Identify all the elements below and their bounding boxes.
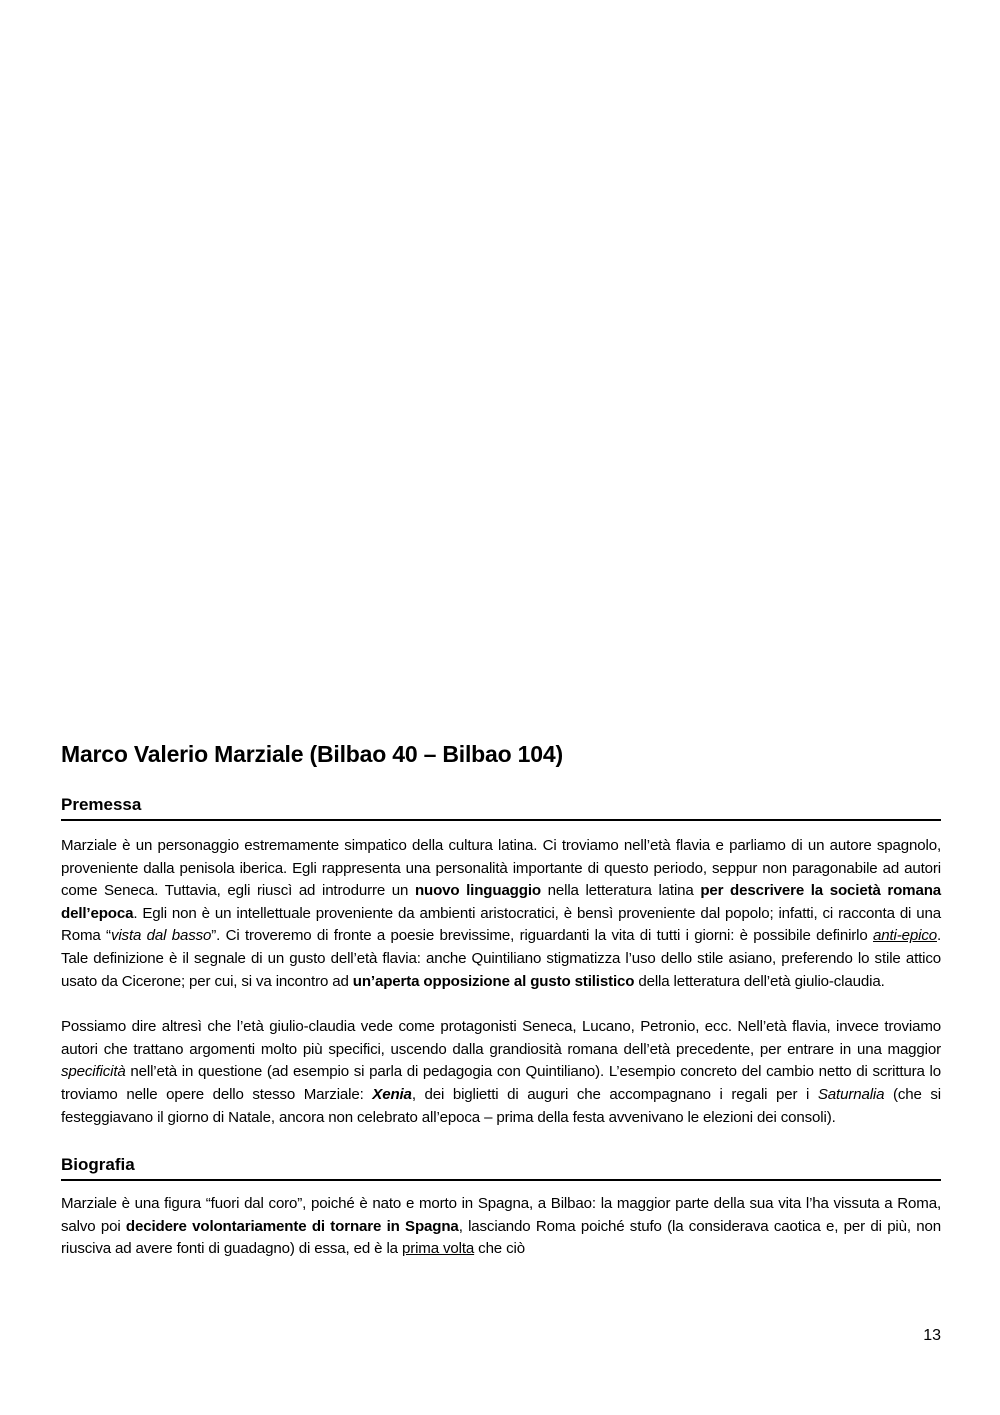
italic-text: Saturnalia [817, 1085, 885, 1103]
premessa-paragraph-1 [61, 835, 941, 993]
bold-text: decidere volontariamente di tornare in Spagna [125, 1217, 459, 1235]
page-number: 13 [923, 1327, 941, 1344]
italic-text: vista dal basso [110, 927, 212, 945]
bold-italic-text: Xenia [372, 1085, 412, 1103]
text-run: . Egli non è un intellettuale proveniente da ambienti aristocratici, è bensì proveniente dal popolo; infatti, ci racconta di una Roma “ [61, 904, 941, 945]
text-run: Marziale è una figura “fuori dal coro”, poiché è nato e morto in Spagna, a Bilbao: la maggior parte della sua vita l’ha vissuta a Roma, salvo poi [61, 1195, 941, 1235]
section-heading-premessa: Premessa [61, 794, 941, 821]
text-run: ”. Ci troveremo di fronte a poesie brevissime, riguardanti la vita di tutti i giorni: è possibile definirlo [211, 927, 874, 945]
text-run: (che si festeggiavano il giorno di Natale, ancora non celebrato all’epoca – prima della festa avvenivano le elezioni dei consoli). [61, 1085, 941, 1126]
text-run: nell’età in questione (ad esempio si parla di pedagogia con Quintiliano). L’esempio concreto del cambio netto di scrittura lo troviamo nelle opere dello stesso Marziale: [61, 1063, 941, 1103]
section-heading-biografia: Biografia [61, 1154, 941, 1181]
text-run: della letteratura dell’età giulio-claudia. [634, 972, 885, 990]
premessa-paragraph-2 [61, 1016, 941, 1129]
text-run: . Tale definizione è il segnale di un gusto dell’età flavia: anche Quintiliano stigmatizza l’uso dello stile asiano, preferendo lo stile attico usato da Cicerone; per cui, si va incontro ad [61, 927, 942, 990]
text-run: , lasciando Roma poiché stufo (la considerava caotica e, per di più, non riusciva ad avere fonti di guadagno) di essa, ed è la [61, 1217, 942, 1258]
italic-text: specificità [61, 1063, 126, 1081]
underlined-text: prima volta [401, 1240, 475, 1258]
text-run: Possiamo dire altresì che l’età giulio-claudia vede come protagonisti Seneca, Lucano, Petronio, ecc. Nell’età flavia, invece troviamo autori che trattano argomenti molto più specifici, uscendo dalla grandiosità romana dell’età precedente, per entrare in una maggior [61, 1018, 941, 1058]
bold-text: un’aperta opposizione al gusto stilistico [352, 972, 635, 990]
bold-text: nuovo linguaggio [414, 882, 541, 900]
biografia-paragraph-1 [61, 1193, 941, 1261]
underlined-italic-text: anti-epico [873, 927, 937, 945]
page-title: Marco Valerio Marziale (Bilbao 40 – Bilbao 104) [61, 741, 563, 767]
bold-text: per descrivere la società romana dell’epoca [61, 882, 942, 922]
text-run: , dei biglietti di auguri che accompagnano i regali per i [411, 1085, 818, 1103]
text-run: che ciò [474, 1240, 525, 1258]
page-content [61, 738, 941, 1261]
text-run: Marziale è un personaggio estremamente simpatico della cultura latina. Ci troviamo nell’età flavia e parliamo di un autore spagnolo, proveniente dalla penisola iberica. Egli rappresenta una personalità importante di questo periodo, seppur non paragonabile ad autori come Seneca. Tuttavia, egli riuscì ad introdurre un [61, 837, 941, 900]
text-run: nella letteratura latina [540, 882, 701, 900]
